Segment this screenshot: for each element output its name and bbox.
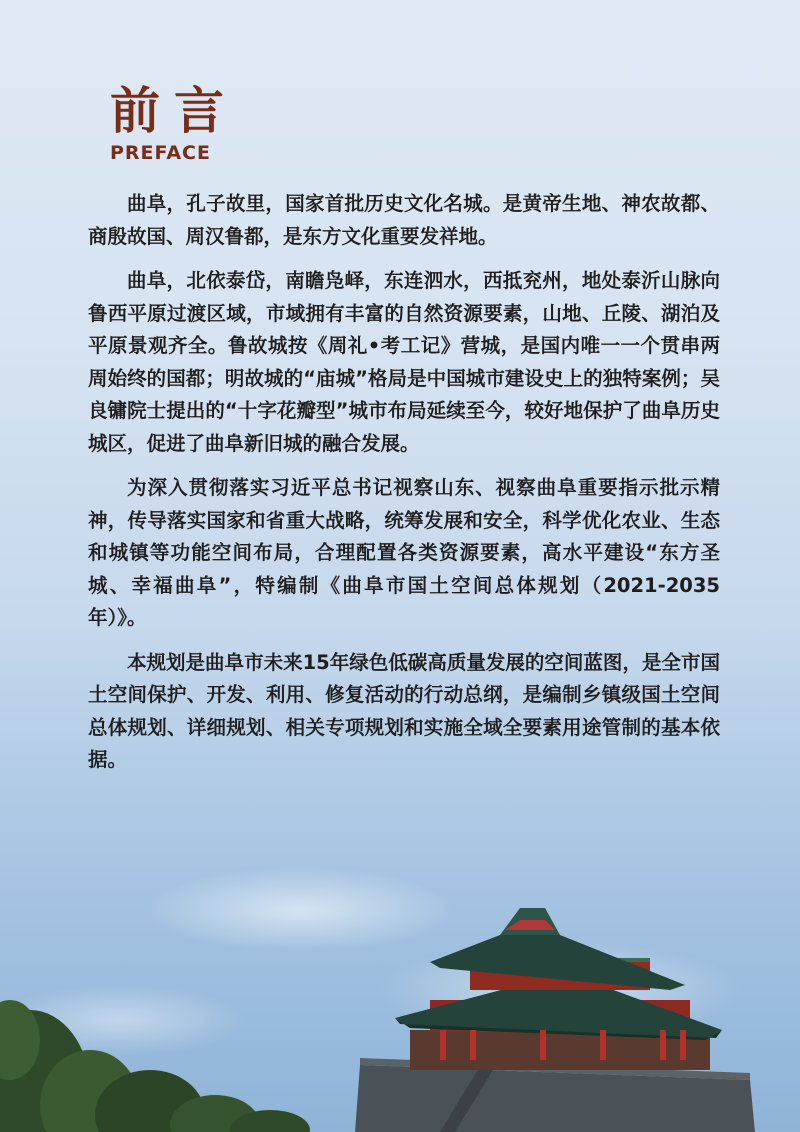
page-subtitle: PREFACE (110, 142, 211, 164)
page-title: 前言 (110, 82, 238, 140)
trees (0, 1000, 310, 1132)
preface-body (88, 188, 720, 789)
paragraph-3: 为深入贯彻落实习近平总书记视察山东、视察曲阜重要指示批示精神，传导落实国家和省重大战略，统筹发展和安全，科学优化农业、生态和城镇等功能空间布局，合理配置各类资源要素，高水平建设“东方圣城、幸福曲阜”，特编制《曲阜市国土空间总体规划（2021-2035年）》。 (88, 476, 720, 629)
paragraph-1: 曲阜，孔子故里，国家首批历史文化名城。是黄帝生地、神农故都、商殷故国、周汉鲁都，是东方文化重要发祥地。 (88, 192, 720, 248)
paragraph-4: 本规划是曲阜市未来15年绿色低碳高质量发展的空间蓝图，是全市国土空间保护、开发、利用、修复活动的行动总纲，是编制乡镇级国土空间总体规划、详细规划、相关专项规划和实施全域全要素用途管制的基本依据。 (88, 650, 720, 771)
page-heading (110, 82, 240, 164)
gate-tower (395, 908, 722, 1070)
paragraph-2: 曲阜，北依泰岱，南瞻凫峄，东连泗水，西抵兖州，地处泰沂山脉向鲁西平原过渡区域，市域拥有丰富的自然资源要素，山地、丘陵、湖泊及平原景观齐全。鲁故城按《周礼•考工记》营城，是国内唯一一个贯串两周始终的国都；明故城的“庙城”格局是中国城市建设史上的独特案例；吴良镛院士提出的“十字花瓣型”城市布局延续至今，较好地保护了曲阜历史城区，促进了曲阜新旧城的融合发展。 (88, 269, 720, 455)
city-gate-tower-illustration (0, 890, 800, 1132)
